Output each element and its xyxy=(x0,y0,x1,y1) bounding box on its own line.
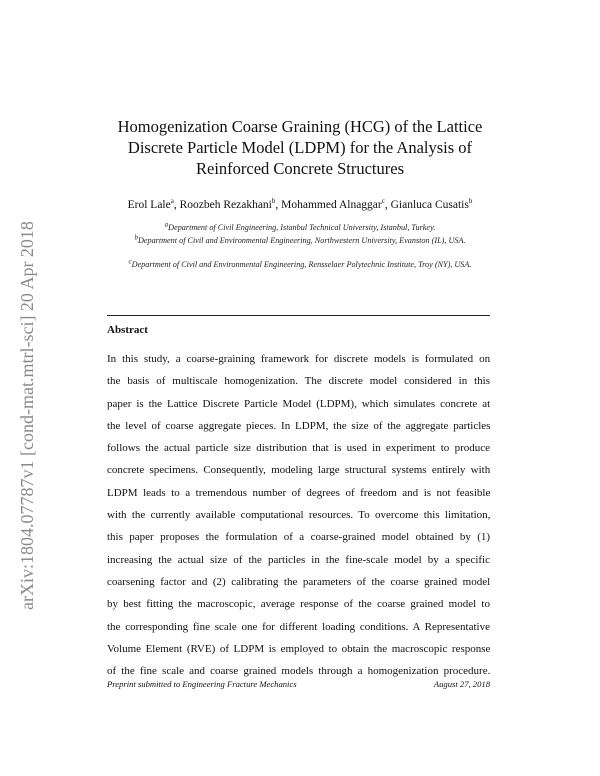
title-line: Discrete Particle Model (LDPM) for the Analysis of xyxy=(127,138,473,157)
title-line: Homogenization Coarse Graining (HCG) of the Lattice xyxy=(117,117,483,136)
affiliation xyxy=(110,222,490,234)
abstract-line: with the currently available computational resources. To overcome this limitation, xyxy=(107,509,490,522)
arxiv-stamp xyxy=(14,170,40,610)
title-line: Reinforced Concrete Structures xyxy=(195,159,404,178)
author-affil-mark: b xyxy=(271,197,276,206)
affiliation-mark: a xyxy=(164,220,169,229)
affiliation-mark: b xyxy=(134,233,138,242)
abstract-line: follows the actual particle size distribution that is used in experiment to produce xyxy=(107,442,490,455)
author-affil-mark: a xyxy=(170,197,174,206)
affiliation-text: Department of Civil and Environmental Engineering, Rensselaer Polytechnic Institute, Troy (NY), USA. xyxy=(131,260,472,269)
paper-title xyxy=(100,116,500,179)
abstract-line: paper is the Lattice Discrete Particle Model (LDPM), which simulates concrete at xyxy=(107,397,490,410)
abstract-top-rule xyxy=(107,315,490,316)
abstract-line: the basis of multiscale homogenization. The discrete model considered in this xyxy=(107,375,490,388)
author-name: Gianluca Cusatis xyxy=(390,199,469,211)
footer-preprint-note: Preprint submitted to Engineering Fracture Mechanics xyxy=(107,679,297,689)
abstract-line: of the fine scale and coarse grained models through a homogenization procedure. xyxy=(107,665,490,678)
affiliation-mark: c xyxy=(128,257,132,266)
abstract-line: coarsening factor and (2) calibrating the parameters of the coarse grained model xyxy=(107,575,490,588)
affiliation xyxy=(110,235,490,247)
author-name: Erol Lale xyxy=(127,199,171,211)
author-name: Roozbeh Rezakhani xyxy=(179,199,272,211)
abstract-line: Volume Element (RVE) of LDPM is employed to obtain the macroscopic response xyxy=(107,642,490,655)
author-affil-mark: b xyxy=(468,197,473,206)
abstract-line: In this study, a coarse-graining framework for discrete models is formulated on xyxy=(107,353,490,365)
affiliation-text: Department of Civil and Environmental Engineering, Northwestern University, Evanston (IL), USA. xyxy=(137,236,466,245)
author-list: Erol Lale$^a$, Roozbeh Rezakhani$^b$, Mohammed Alnaggar$^c$, Gianluca Cusatis$^b$ xyxy=(127,197,473,211)
footer-date: August 27, 2018 xyxy=(433,679,490,689)
abstract-line: increasing the actual size of the particles in the fine-scale model by a specific xyxy=(107,553,490,566)
abstract-line: by best fitting the macroscopic, average response of the coarse grained model to xyxy=(107,598,490,611)
abstract-line: LDPM leads to a tremendous number of degrees of freedom and is not feasible xyxy=(107,486,490,499)
abstract-body xyxy=(107,348,490,682)
abstract-line: the corresponding fine scale one for different loading conditions. A Representative xyxy=(107,620,490,633)
abstract-line: this paper proposes the formulation of a coarse-grained model obtained by (1) xyxy=(107,531,490,544)
affiliation-text: Department of Civil Engineering, Istanbul Technical University, Istanbul, Turkey. xyxy=(168,223,436,232)
affiliation xyxy=(110,259,490,271)
author-name: Mohammed Alnaggar xyxy=(281,199,382,211)
abstract-line: the level of coarse aggregate pieces. In LDPM, the size of the aggregate particles xyxy=(107,419,490,432)
arxiv-stamp-text: arXiv:1804.07787v1 [cond-mat.mtrl-sci] 20 Apr 2018 xyxy=(17,221,37,610)
abstract-heading: Abstract xyxy=(107,324,148,336)
abstract-line: concrete specimens. Consequently, modeling large structural systems entirely with xyxy=(107,464,490,477)
author-affil-mark: c xyxy=(381,197,385,206)
